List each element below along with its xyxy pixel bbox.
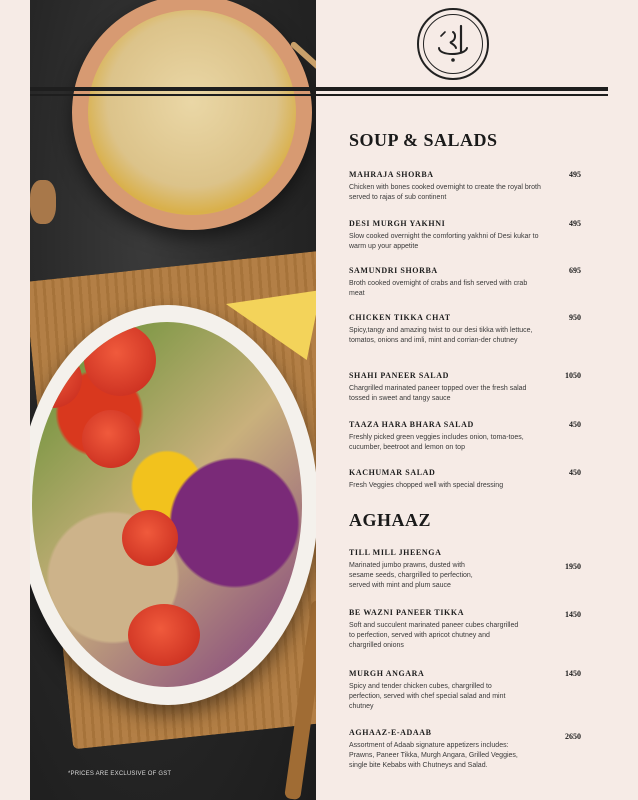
section-title-aghaaz: AGHAAZ xyxy=(349,510,432,530)
tomato-image xyxy=(82,410,140,468)
item-price: 1950 xyxy=(565,562,581,571)
item-price: 1050 xyxy=(565,371,581,380)
menu-item xyxy=(349,608,581,651)
item-name: AGHAAZ-E-ADAAB xyxy=(349,728,432,737)
item-price: 1450 xyxy=(565,669,581,678)
item-description: Marinated jumbo prawns, dusted with sesame seeds, chargrilled to perfection, served with mint and plum sauce xyxy=(349,562,473,589)
menu-item xyxy=(349,728,581,771)
item-name: MURGH ANGARA xyxy=(349,669,425,678)
item-name: DESI MURGH YAKHNI xyxy=(349,219,446,228)
menu-item xyxy=(349,669,581,712)
prices-footnote: *PRICES ARE EXCLUSIVE OF GST xyxy=(68,771,172,777)
tomato-image xyxy=(128,604,200,666)
item-description: Assortment of Adaab signature appetizers includes: Prawns, Paneer Tikka, Murgh Angara, Grilled Veggies, single bite Kebabs with Chutneys and Salad. xyxy=(349,742,518,769)
menu-item xyxy=(349,371,581,404)
item-description: Fresh Veggies chopped well with special dressing xyxy=(349,482,504,489)
salad-image xyxy=(32,322,302,687)
item-description: Broth cooked overnight of crabs and fish served with crab meat xyxy=(349,280,528,297)
item-description: Chargrilled marinated paneer topped over the fresh salad tossed in sweet and tangy sauce xyxy=(349,385,527,402)
adaab-calligraphy-icon xyxy=(431,22,475,66)
item-description: Soft and succulent marinated paneer cubes chargrilled to perfection, served with apricot chutney and chargrilled onions xyxy=(349,622,519,649)
menu-item xyxy=(349,313,581,346)
item-price: 495 xyxy=(569,170,581,179)
item-price: 495 xyxy=(569,219,581,228)
hummus-image xyxy=(88,10,296,215)
header-rule-thin xyxy=(30,94,608,96)
tomato-image xyxy=(122,510,178,566)
walnut-image xyxy=(30,180,56,224)
tomato-image xyxy=(32,350,82,408)
item-name: KACHUMAR SALAD xyxy=(349,468,436,477)
menu-item xyxy=(349,468,581,491)
menu-item xyxy=(349,266,581,299)
tomato-image xyxy=(84,324,156,396)
item-description: Spicy,tangy and amazing twist to our desi tikka with lettuce, tomatos, onions and imli, mint and corrian-der chutney xyxy=(349,327,533,344)
item-price: 450 xyxy=(569,468,581,477)
menu-item xyxy=(349,219,581,252)
item-description: Chicken with bones cooked overnight to create the royal broth served to rajas of sub continent xyxy=(349,184,541,201)
item-name: MAHRAJA SHORBA xyxy=(349,170,434,179)
item-name: TILL MILL JHEENGA xyxy=(349,548,442,557)
item-name: SHAHI PANEER SALAD xyxy=(349,371,449,380)
item-price: 450 xyxy=(569,420,581,429)
menu-item xyxy=(349,548,581,591)
item-price: 950 xyxy=(569,313,581,322)
item-name: BE WAZNI PANEER TIKKA xyxy=(349,608,465,617)
adaab-logo xyxy=(417,8,489,80)
item-name: TAAZA HARA BHARA SALAD xyxy=(349,420,474,429)
section-title-soup-salads: SOUP & SALADS xyxy=(349,130,498,150)
item-name: CHICKEN TIKKA CHAT xyxy=(349,313,451,322)
header-rule-thick xyxy=(30,87,608,91)
menu-item xyxy=(349,420,581,453)
item-price: 2650 xyxy=(565,732,581,741)
item-price: 695 xyxy=(569,266,581,275)
item-price: 1450 xyxy=(565,610,581,619)
item-name: SAMUNDRI SHORBA xyxy=(349,266,438,275)
item-description: Freshly picked green veggies includes onion, toma-toes, cucumber, beetroot and lemon on top xyxy=(349,434,524,451)
menu-item xyxy=(349,170,581,203)
item-description: Spicy and tender chicken cubes, chargrilled to perfection, served with chef special salad and mint chutney xyxy=(349,683,506,710)
item-description: Slow cooked overnight the comforting yakhni of Desi kukar to warm up your appetite xyxy=(349,233,539,250)
food-photo xyxy=(30,0,316,800)
